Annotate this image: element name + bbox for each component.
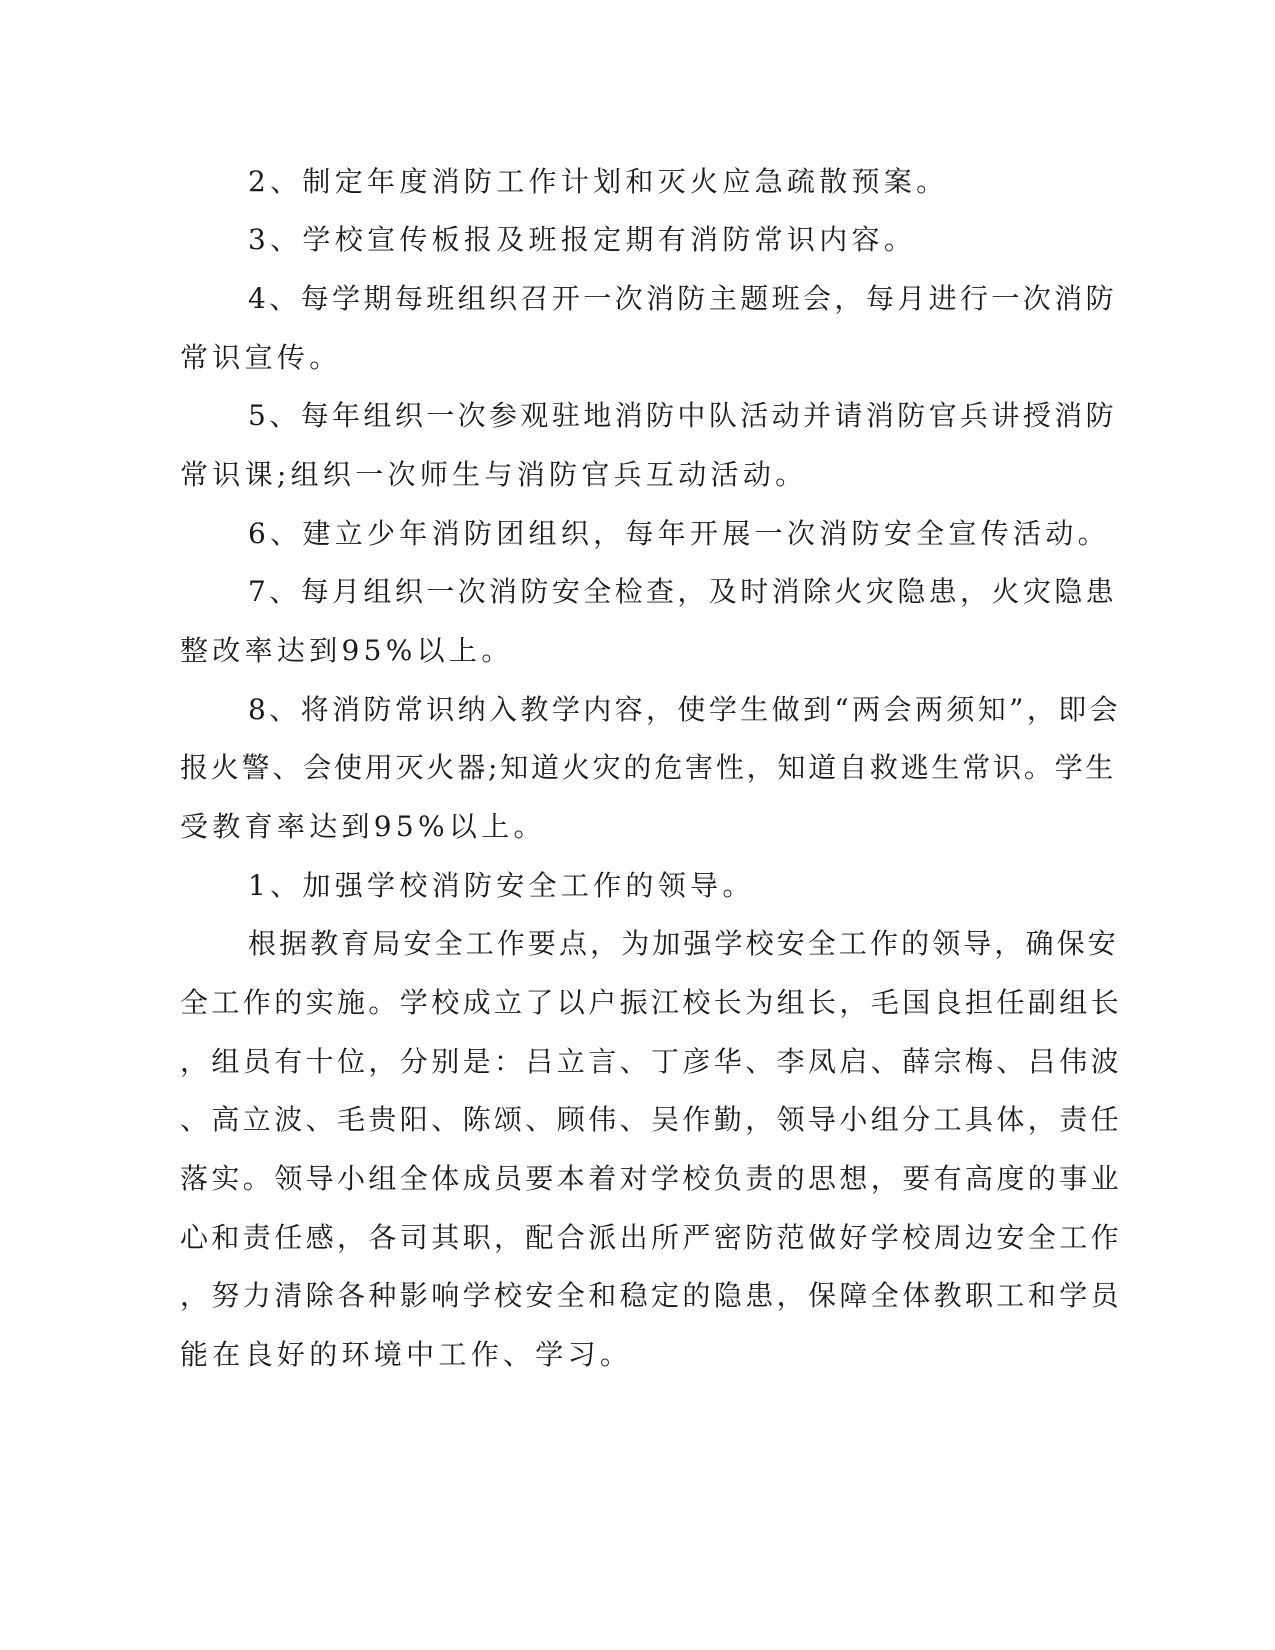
- paragraph-3-line: 3、学校宣传板报及班报定期有消防常识内容。: [248, 223, 917, 256]
- paragraph-8-line-2: 报火警、会使用灭火器;知道火灾的危害性，知道自救逃生常识。学生: [180, 751, 1117, 784]
- paragraph-8-line-1: 8、将消防常识纳入教学内容，使学生做到“两会两须知”，即会: [248, 693, 1122, 726]
- paragraph-7-line-1: 7、每月组织一次消防安全检查，及时消除火灾隐患，火灾隐患: [248, 575, 1118, 608]
- paragraph-5-line-2: 常识课;组织一次师生与消防官兵互动活动。: [180, 458, 808, 491]
- paragraph-5-line-1: 5、每年组织一次参观驻地消防中队活动并请消防官兵讲授消防: [248, 399, 1118, 432]
- paragraph-6-line: 6、建立少年消防团组织，每年开展一次消防安全宣传活动。: [248, 517, 1110, 550]
- paragraph-2-line: 2、制定年度消防工作计划和灭火应急疏散预案。: [248, 165, 949, 198]
- body-paragraph-line-2: 全工作的实施。学校成立了以户振江校长为组长，毛国良担任副组长: [180, 986, 1123, 1019]
- section-1-heading: 1、加强学校消防安全工作的领导。: [248, 869, 755, 902]
- body-paragraph-line-6: 心和责任感，各司其职，配合派出所严密防范做好学校周边安全工作: [180, 1221, 1123, 1254]
- body-paragraph-line-1: 根据教育局安全工作要点，为加强学校安全工作的领导，确保安: [248, 927, 1119, 960]
- body-paragraph-line-8: 能在良好的环境中工作、学习。: [180, 1338, 633, 1371]
- body-paragraph-line-7: ，努力清除各种影响学校安全和稳定的隐患，保障全体教职工和学员: [180, 1279, 1123, 1312]
- body-paragraph-line-3: ，组员有十位，分别是：吕立言、丁彦华、李凤启、薛宗梅、吕伟波: [180, 1045, 1123, 1078]
- paragraph-8-line-3: 受教育率达到95%以上。: [180, 810, 546, 843]
- paragraph-7-line-2: 整改率达到95%以上。: [180, 634, 514, 667]
- paragraph-4-line-1: 4、每学期每班组织召开一次消防主题班会，每月进行一次消防: [248, 282, 1118, 315]
- body-paragraph-line-4: 、高立波、毛贵阳、陈颂、顾伟、吴作勤，领导小组分工具体，责任: [180, 1103, 1123, 1136]
- body-paragraph-line-5: 落实。领导小组全体成员要本着对学校负责的思想，要有高度的事业: [180, 1162, 1123, 1195]
- paragraph-4-line-2: 常识宣传。: [180, 341, 342, 374]
